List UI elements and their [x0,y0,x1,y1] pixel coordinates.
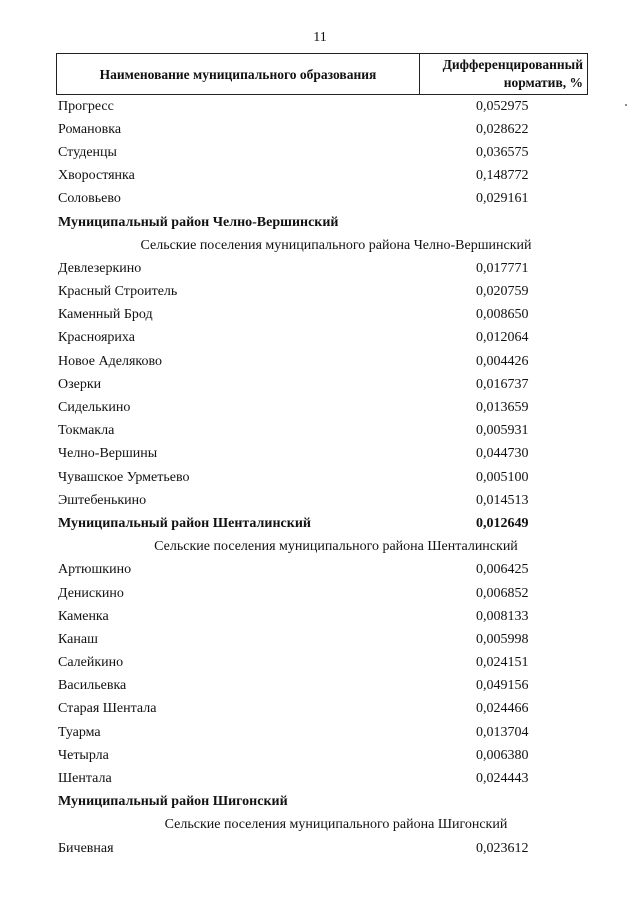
district-name: Муниципальный район Шигонский [58,794,288,810]
settlement-name: Соловьево [58,191,121,207]
normative-value: 0,005931 [476,423,529,439]
settlement-name: Туарма [58,724,101,740]
table-row [56,698,588,721]
settlement-name: Канаш [58,631,98,647]
settlement-name: Красный Строитель [58,284,178,300]
table-row [56,721,588,744]
table-row [56,420,588,443]
settlement-name: Челно-Вершины [58,446,158,462]
normative-value: 0,005100 [476,469,529,485]
table-row [56,744,588,767]
subheading-text: Сельские поселения муниципального района Шигонский [164,817,508,833]
settlement-name: Чувашское Урметьево [58,469,190,485]
margin-mark [625,104,627,106]
subheading-text: Сельские поселения муниципального района Шенталинский [154,539,518,555]
table-row [56,373,588,396]
settlement-name: Шентала [58,771,112,787]
table-row [56,837,588,860]
settlement-name: Краснояриха [58,330,135,346]
normative-value: 0,029161 [476,191,529,207]
normative-value: 0,012064 [476,330,529,346]
table-row [56,489,588,512]
normative-value: 0,013659 [476,400,529,416]
settlement-name: Каменный Брод [58,307,153,323]
district-row [56,791,588,814]
settlement-name: Васильевка [58,678,127,694]
district-name: Муниципальный район Шенталинский [58,515,311,531]
table-row [56,165,588,188]
normative-value: 0,005998 [476,631,529,647]
table-row [56,188,588,211]
settlement-name: Девлезеркино [58,260,142,276]
table-row [56,443,588,466]
subheading-text: Сельские поселения муниципального района Челно-Вершинский [140,237,532,253]
header-value-line2: норматив, % [503,75,583,90]
table-row [56,304,588,327]
table-row [56,118,588,141]
normative-value: 0,024466 [476,701,529,717]
normative-value: 0,017771 [476,260,529,276]
page-number: 11 [313,30,327,45]
district-row [56,211,588,234]
normative-value: 0,006425 [476,562,529,578]
normative-value: 0,013704 [476,724,529,740]
normative-value: 0,008650 [476,307,529,323]
table-row [56,466,588,489]
table-body [56,95,588,860]
normative-value: 0,148772 [476,168,529,184]
subheading-row [56,814,588,837]
settlement-name: Четырла [58,747,109,763]
normative-value: 0,008133 [476,608,529,624]
normative-value: 0,044730 [476,446,529,462]
settlement-name: Денискино [58,585,124,601]
settlement-name: Хворостянка [58,168,135,184]
table-row [56,628,588,651]
district-row [56,512,588,535]
table-row [56,767,588,790]
settlement-name: Новое Аделяково [58,353,162,369]
settlement-name: Романовка [58,121,122,137]
table-row [56,396,588,419]
settlement-name: Бичевная [58,840,114,856]
table-row [56,327,588,350]
header-value-line1: Дифференцированный [442,57,583,72]
normative-value: 0,004426 [476,353,529,369]
table-row [56,605,588,628]
normative-value: 0,012649 [476,515,529,531]
settlement-name: Эштебенькино [58,492,147,508]
table-row [56,281,588,304]
header-name-column: Наименование муниципального образования [57,54,420,94]
settlement-name: Озерки [58,376,102,392]
settlement-name: Токмакла [58,423,115,439]
normative-value: 0,028622 [476,121,529,137]
table-row [56,95,588,118]
normative-value: 0,024443 [476,771,529,787]
settlement-name: Студенцы [58,144,117,160]
settlement-name: Прогресс [58,98,114,114]
table-header [56,53,588,95]
table-row [56,582,588,605]
table-row [56,559,588,582]
normative-value: 0,006380 [476,747,529,763]
settlement-name: Старая Шентала [58,701,157,717]
normative-value: 0,036575 [476,144,529,160]
normative-value: 0,014513 [476,492,529,508]
table-row [56,652,588,675]
subheading-row [56,536,588,559]
settlement-name: Салейкино [58,655,124,671]
normative-value: 0,049156 [476,678,529,694]
table-row [56,350,588,373]
normative-value: 0,023612 [476,840,529,856]
normative-value: 0,024151 [476,655,529,671]
header-value-column [420,54,587,94]
subheading-row [56,234,588,257]
table-row [56,257,588,280]
normative-value: 0,052975 [476,98,529,114]
normative-value: 0,016737 [476,376,529,392]
table-row [56,141,588,164]
settlement-name: Сиделькино [58,400,131,416]
normative-value: 0,006852 [476,585,529,601]
settlement-name: Артюшкино [58,562,132,578]
settlement-name: Каменка [58,608,109,624]
table-row [56,675,588,698]
district-name: Муниципальный район Челно-Вершинский [58,214,339,230]
normative-value: 0,020759 [476,284,529,300]
normative-table [56,53,588,860]
